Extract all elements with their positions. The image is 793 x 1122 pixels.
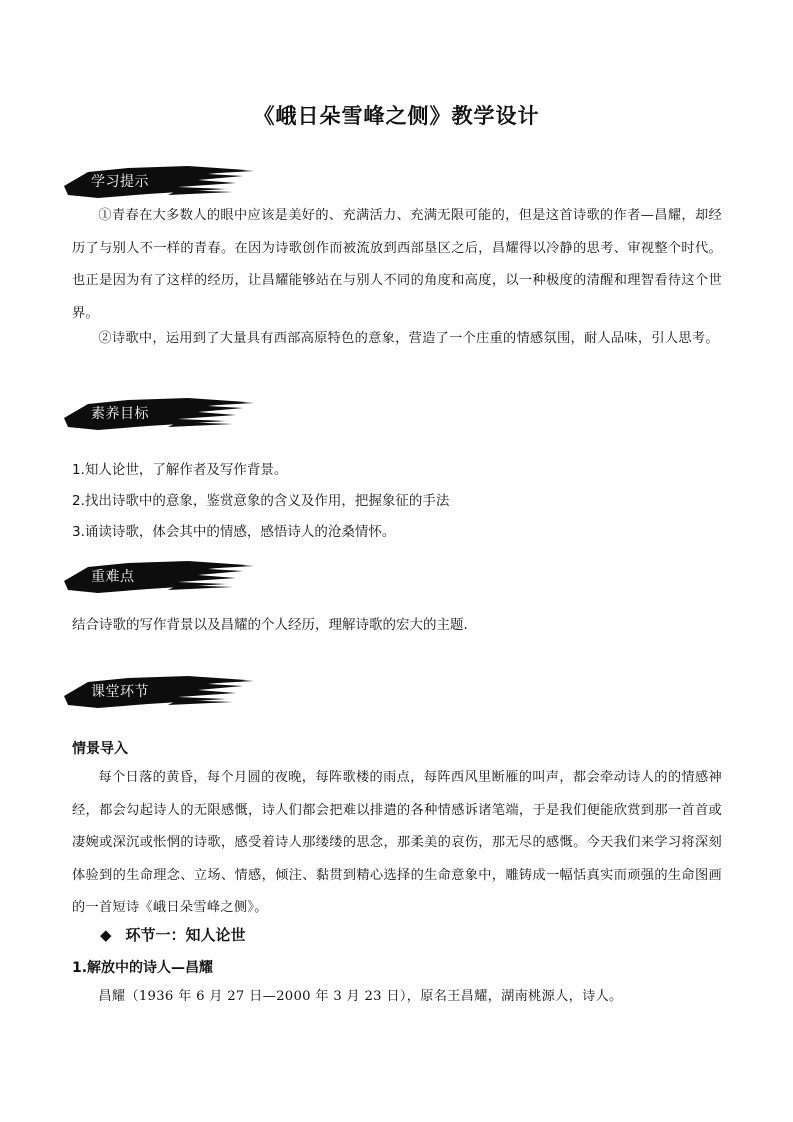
document-title: 《峨日朵雪峰之侧》教学设计 bbox=[253, 103, 540, 128]
intro-paragraph: 每个日落的黄昏，每个月圆的夜晚，每阵歌楼的雨点，每阵西风里断雁的叫声，都会牵动诗人的的情感神经，都会勾起诗人的无限感慨，诗人们都会把难以排遣的各种情感诉诸笔端，于是我们便能欣赏到那一首首或凄婉或深沉或怅惘的诗歌，感受着诗人那缕缕的思念，那柔美的哀伤，那无尽的感慨。今天我们来学习将深刻体验到的生命理念、立场、情感，倾注、黏贯到精心选择的生命意象中，雕铸成一幅恬真实而顽强的生命图画的一首短诗《峨日朵雪峰之侧》。 bbox=[72, 770, 722, 915]
section-heading: 课堂环节 bbox=[91, 684, 149, 700]
ink-brush-icon bbox=[58, 394, 258, 434]
goal-item-2: 2.找出诗歌中的意象，鉴赏意象的含义及作用，把握象征的手法 bbox=[72, 493, 450, 509]
ink-brush-icon bbox=[58, 557, 258, 597]
section-banner-class bbox=[58, 672, 258, 712]
section-banner-key bbox=[58, 557, 258, 597]
section-heading: 重难点 bbox=[91, 569, 135, 585]
tips-paragraph-1: ①青春在大多数人的眼中应该是美好的、充满活力、充满无限可能的，但是这首诗歌的作者—昌耀，却经历了与别人不一样的青春。在因为诗歌创作而被流放到西部垦区之后，昌耀得以冷静的思考、审视整个时代。也正是因为有了这样的经历，让昌耀能够站在与别人不同的角度和高度，以一种极度的清醒和理智看待这个世界。 bbox=[72, 208, 722, 321]
ink-brush-icon bbox=[58, 672, 258, 712]
section-heading: 学习提示 bbox=[91, 174, 149, 190]
diamond-bullet-icon: ◆ bbox=[100, 926, 112, 944]
tips-paragraph-2: ②诗歌中，运用到了大量具有西部高原特色的意象，营造了一个庄重的情感氛围，耐人品味，引人思考。 bbox=[98, 331, 719, 346]
ink-brush-icon bbox=[58, 162, 258, 202]
goal-item-1: 1.知人论世，了解作者及写作背景。 bbox=[72, 462, 288, 478]
poet-intro-paragraph: 昌耀（1936 年 6 月 27 日—2000 年 3 月 23 日），原名王昌耀，湖南桃源人，诗人。 bbox=[98, 989, 623, 1004]
bullet-heading-text: 环节一：知人论世 bbox=[125, 926, 246, 944]
bullet-heading bbox=[100, 924, 246, 945]
intro-title: 情景导入 bbox=[72, 741, 128, 757]
section-heading: 素养目标 bbox=[91, 406, 149, 422]
section-banner-goals bbox=[58, 394, 258, 434]
section-banner-tips bbox=[58, 162, 258, 202]
key-text: 结合诗歌的写作背景以及昌耀的个人经历，理解诗歌的宏大的主题. bbox=[72, 617, 468, 633]
goal-item-3: 3.诵读诗歌，体会其中的情感，感悟诗人的沧桑情怀。 bbox=[72, 524, 396, 540]
sub-heading: 1.解放中的诗人—昌耀 bbox=[72, 960, 214, 976]
